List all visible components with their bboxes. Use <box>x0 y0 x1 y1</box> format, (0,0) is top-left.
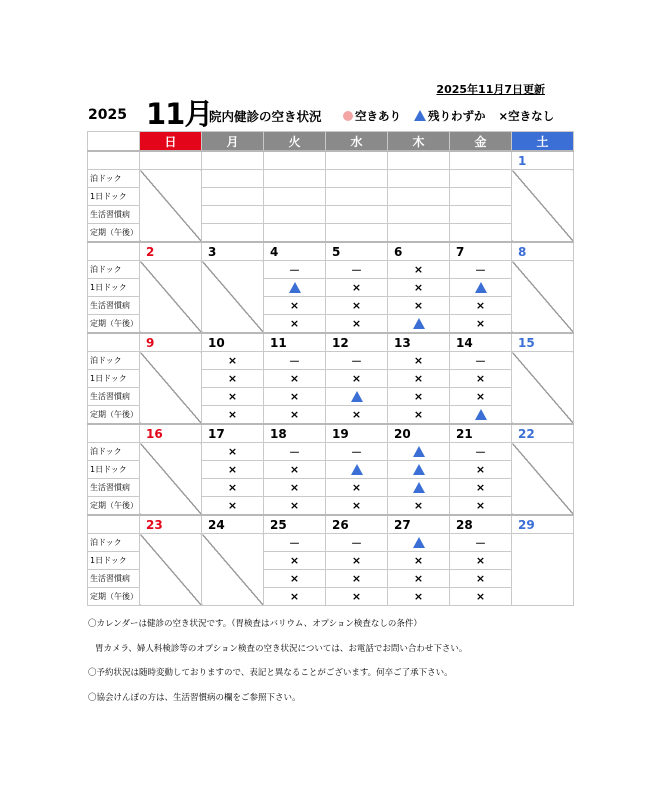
status-cell <box>388 479 450 497</box>
not-offered-mark: － <box>351 263 362 277</box>
week-number-row <box>88 333 574 352</box>
full-mark: × <box>475 554 486 567</box>
week-label-spacer <box>88 333 140 352</box>
row-label: 定期（午後） <box>88 224 140 243</box>
status-cell <box>326 279 388 297</box>
full-mark: × <box>289 299 300 312</box>
status-cell <box>264 552 326 570</box>
status-cell <box>450 497 512 516</box>
day-number: 27 <box>388 515 450 534</box>
status-cell <box>202 497 264 516</box>
status-cell <box>326 497 388 516</box>
full-mark: × <box>227 354 238 367</box>
day-number <box>202 151 264 170</box>
status-cell <box>264 479 326 497</box>
closed-day-cell <box>512 170 574 243</box>
status-cell <box>202 443 264 461</box>
legend-available: 空きあり <box>343 109 401 123</box>
day-number: 13 <box>388 333 450 352</box>
full-mark: × <box>413 281 424 294</box>
out-of-month-cell <box>326 170 388 188</box>
not-offered-mark: － <box>351 445 362 459</box>
status-row <box>88 170 574 188</box>
row-label: 1日ドック <box>88 188 140 206</box>
status-cell <box>202 388 264 406</box>
out-of-month-cell <box>264 224 326 243</box>
out-of-month-cell <box>264 206 326 224</box>
notes <box>88 617 568 715</box>
out-of-month-cell <box>450 188 512 206</box>
not-offered-mark: － <box>475 536 486 550</box>
status-cell <box>264 297 326 315</box>
week-number-row <box>88 151 574 170</box>
week-label-spacer <box>88 515 140 534</box>
out-of-month-cell <box>202 206 264 224</box>
triangle-icon <box>475 282 487 293</box>
triangle-icon <box>413 464 425 475</box>
row-label: 生活習慣病 <box>88 206 140 224</box>
out-of-month-cell <box>450 224 512 243</box>
row-label: 1日ドック <box>88 461 140 479</box>
triangle-icon <box>413 446 425 457</box>
status-cell <box>388 588 450 606</box>
status-cell <box>264 570 326 588</box>
day-number: 14 <box>450 333 512 352</box>
week-label-spacer <box>88 242 140 261</box>
status-cell <box>450 570 512 588</box>
row-label: 生活習慣病 <box>88 570 140 588</box>
status-cell <box>326 315 388 334</box>
out-of-month-cell <box>388 206 450 224</box>
full-mark: × <box>289 499 300 512</box>
status-cell <box>388 406 450 425</box>
weekday-wed: 水 <box>326 132 388 152</box>
day-number: 21 <box>450 424 512 443</box>
day-number <box>388 151 450 170</box>
status-cell <box>326 388 388 406</box>
full-mark: × <box>227 463 238 476</box>
full-mark: × <box>351 590 362 603</box>
status-cell <box>326 588 388 606</box>
not-offered-mark: － <box>289 536 300 550</box>
status-cell <box>388 497 450 516</box>
full-mark: × <box>289 408 300 421</box>
status-cell <box>326 297 388 315</box>
out-of-month-cell <box>202 170 264 188</box>
out-of-month-cell <box>202 188 264 206</box>
full-mark: × <box>475 499 486 512</box>
full-mark: × <box>289 481 300 494</box>
status-cell <box>326 370 388 388</box>
row-label: 泊ドック <box>88 261 140 279</box>
day-number <box>326 151 388 170</box>
day-number: 15 <box>512 333 574 352</box>
full-mark: × <box>413 390 424 403</box>
weekday-thu: 木 <box>388 132 450 152</box>
day-number: 3 <box>202 242 264 261</box>
full-mark: × <box>413 299 424 312</box>
out-of-month-cell <box>326 188 388 206</box>
full-mark: × <box>227 445 238 458</box>
full-mark: × <box>289 572 300 585</box>
full-mark: × <box>351 299 362 312</box>
full-mark: × <box>413 499 424 512</box>
row-label: 生活習慣病 <box>88 479 140 497</box>
full-mark: × <box>351 499 362 512</box>
day-number <box>264 151 326 170</box>
weekday-mon: 月 <box>202 132 264 152</box>
not-offered-mark: － <box>351 536 362 550</box>
out-of-month-cell <box>326 224 388 243</box>
closed-day-cell <box>202 261 264 334</box>
day-number: 11 <box>264 333 326 352</box>
closed-day-cell <box>140 534 202 606</box>
day-number: 26 <box>326 515 388 534</box>
status-cell <box>264 588 326 606</box>
week-label-spacer <box>88 151 140 170</box>
row-label: 生活習慣病 <box>88 388 140 406</box>
status-cell <box>450 534 512 552</box>
status-cell <box>264 534 326 552</box>
full-mark: × <box>475 590 486 603</box>
day-number: 9 <box>140 333 202 352</box>
week-label-spacer <box>88 424 140 443</box>
not-offered-mark: － <box>475 263 486 277</box>
full-mark: × <box>351 372 362 385</box>
full-mark: × <box>475 572 486 585</box>
row-label: 定期（午後） <box>88 497 140 516</box>
full-mark: × <box>289 590 300 603</box>
legend <box>343 108 563 124</box>
week-number-row <box>88 424 574 443</box>
status-cell <box>326 443 388 461</box>
triangle-icon <box>351 464 363 475</box>
triangle-icon <box>351 391 363 402</box>
full-mark: × <box>227 499 238 512</box>
full-mark: × <box>413 554 424 567</box>
row-label: 定期（午後） <box>88 406 140 425</box>
day-number: 7 <box>450 242 512 261</box>
weekday-sun: 日 <box>140 132 202 152</box>
status-cell <box>264 497 326 516</box>
full-mark: × <box>475 372 486 385</box>
status-cell <box>326 570 388 588</box>
weekday-tue: 火 <box>264 132 326 152</box>
full-mark: × <box>289 463 300 476</box>
status-row <box>88 534 574 552</box>
status-cell <box>450 279 512 297</box>
row-label: 泊ドック <box>88 352 140 370</box>
note-3: 〇予約状況は随時変動しておりますので、表記と異なることがございます。何卒ご了承下さい。 <box>88 668 453 678</box>
weekday-sat: 土 <box>512 132 574 152</box>
out-of-month-cell <box>388 188 450 206</box>
availability-calendar <box>87 131 574 606</box>
title-bar <box>88 94 555 131</box>
day-number: 23 <box>140 515 202 534</box>
row-label: 泊ドック <box>88 534 140 552</box>
status-cell <box>264 406 326 425</box>
full-mark: × <box>351 554 362 567</box>
status-cell <box>202 461 264 479</box>
status-cell <box>202 479 264 497</box>
status-cell <box>450 443 512 461</box>
not-offered-mark: － <box>289 445 300 459</box>
day-number: 25 <box>264 515 326 534</box>
day-number: 6 <box>388 242 450 261</box>
full-mark: × <box>413 590 424 603</box>
full-mark: × <box>413 263 424 276</box>
full-mark: × <box>475 299 486 312</box>
full-mark: × <box>289 554 300 567</box>
status-cell <box>388 370 450 388</box>
out-of-month-cell <box>264 170 326 188</box>
blank-day-cell <box>512 534 574 606</box>
status-cell <box>450 406 512 425</box>
triangle-icon <box>413 537 425 548</box>
status-cell <box>326 534 388 552</box>
out-of-month-cell <box>388 224 450 243</box>
full-mark: × <box>351 317 362 330</box>
day-number: 20 <box>388 424 450 443</box>
full-mark: × <box>351 481 362 494</box>
status-cell <box>202 406 264 425</box>
status-cell <box>450 479 512 497</box>
status-cell <box>264 443 326 461</box>
status-cell <box>388 261 450 279</box>
full-mark: × <box>413 572 424 585</box>
out-of-month-cell <box>264 188 326 206</box>
full-mark: × <box>351 281 362 294</box>
header-corner <box>88 132 140 152</box>
triangle-icon <box>289 282 301 293</box>
status-cell <box>264 352 326 370</box>
status-cell <box>388 534 450 552</box>
full-mark: × <box>289 372 300 385</box>
status-cell <box>388 352 450 370</box>
title-year: 2025 <box>88 107 127 123</box>
status-cell <box>388 297 450 315</box>
status-cell <box>450 261 512 279</box>
status-cell <box>388 443 450 461</box>
day-number: 19 <box>326 424 388 443</box>
out-of-month-cell <box>450 170 512 188</box>
day-number: 4 <box>264 242 326 261</box>
note-2: 胃カメラ、婦人科検診等のオプション検査の空き状況については、お電話でお問い合わせ下さい。 <box>95 643 468 654</box>
full-mark: × <box>227 390 238 403</box>
status-cell <box>388 279 450 297</box>
full-mark: × <box>413 408 424 421</box>
triangle-icon <box>414 110 426 121</box>
pink-dot-icon <box>343 111 353 121</box>
full-mark: × <box>475 481 486 494</box>
status-cell <box>326 552 388 570</box>
row-label: 泊ドック <box>88 170 140 188</box>
triangle-icon <box>475 409 487 420</box>
status-cell <box>450 588 512 606</box>
closed-day-cell <box>140 352 202 425</box>
status-cell <box>388 388 450 406</box>
full-mark: × <box>289 390 300 403</box>
triangle-icon <box>413 482 425 493</box>
not-offered-mark: － <box>475 445 486 459</box>
out-of-month-cell <box>450 206 512 224</box>
note-1: 〇カレンダーは健診の空き状況です。（胃検査はバリウム、オプション検査なしの条件） <box>88 619 422 629</box>
day-number: 17 <box>202 424 264 443</box>
status-cell <box>326 406 388 425</box>
day-number: 22 <box>512 424 574 443</box>
status-row <box>88 352 574 370</box>
status-cell <box>450 552 512 570</box>
full-mark: × <box>475 390 486 403</box>
day-number: 2 <box>140 242 202 261</box>
full-mark: × <box>413 354 424 367</box>
status-row <box>88 443 574 461</box>
note-4: 〇協会けんぽの方は、生活習慣病の欄をご参照下さい。 <box>88 692 301 703</box>
day-number: 18 <box>264 424 326 443</box>
row-label: 定期（午後） <box>88 588 140 606</box>
row-label: 1日ドック <box>88 370 140 388</box>
status-cell <box>450 352 512 370</box>
closed-day-cell <box>512 443 574 516</box>
not-offered-mark: － <box>289 354 300 368</box>
weekday-fri: 金 <box>450 132 512 152</box>
status-cell <box>450 388 512 406</box>
status-cell <box>202 370 264 388</box>
legend-none: ×空きなし <box>498 109 555 123</box>
full-mark: × <box>289 317 300 330</box>
status-cell <box>264 261 326 279</box>
not-offered-mark: － <box>351 354 362 368</box>
day-number: 29 <box>512 515 574 534</box>
row-label: 生活習慣病 <box>88 297 140 315</box>
row-label: 泊ドック <box>88 443 140 461</box>
not-offered-mark: － <box>475 354 486 368</box>
status-cell <box>264 315 326 334</box>
closed-day-cell <box>140 443 202 516</box>
status-cell <box>326 461 388 479</box>
day-number: 28 <box>450 515 512 534</box>
day-number: 10 <box>202 333 264 352</box>
closed-day-cell <box>140 170 202 243</box>
status-cell <box>202 352 264 370</box>
day-number: 1 <box>512 151 574 170</box>
row-label: 定期（午後） <box>88 315 140 334</box>
calendar-body <box>88 151 574 606</box>
status-cell <box>388 570 450 588</box>
full-mark: × <box>475 317 486 330</box>
out-of-month-cell <box>388 170 450 188</box>
week-number-row <box>88 515 574 534</box>
triangle-icon <box>413 318 425 329</box>
out-of-month-cell <box>326 206 388 224</box>
status-cell <box>388 552 450 570</box>
status-cell <box>450 461 512 479</box>
day-number <box>450 151 512 170</box>
day-number: 12 <box>326 333 388 352</box>
closed-day-cell <box>512 352 574 425</box>
not-offered-mark: － <box>289 263 300 277</box>
status-cell <box>450 315 512 334</box>
week-number-row <box>88 242 574 261</box>
day-number: 24 <box>202 515 264 534</box>
full-mark: × <box>351 572 362 585</box>
status-cell <box>326 261 388 279</box>
status-cell <box>264 388 326 406</box>
legend-few: 残りわずか <box>414 109 486 123</box>
status-cell <box>264 279 326 297</box>
weekday-header-row <box>88 132 574 152</box>
status-cell <box>388 461 450 479</box>
day-number: 16 <box>140 424 202 443</box>
day-number <box>140 151 202 170</box>
closed-day-cell <box>512 261 574 334</box>
row-label: 1日ドック <box>88 279 140 297</box>
title-subtitle: 院内健診の空き状況 <box>209 109 322 124</box>
out-of-month-cell <box>202 224 264 243</box>
full-mark: × <box>351 408 362 421</box>
full-mark: × <box>227 481 238 494</box>
status-cell <box>388 315 450 334</box>
status-cell <box>450 370 512 388</box>
updated-date: 2025年11月7日更新 <box>436 83 545 96</box>
status-cell <box>264 370 326 388</box>
day-number: 8 <box>512 242 574 261</box>
row-label: 1日ドック <box>88 552 140 570</box>
full-mark: × <box>475 463 486 476</box>
status-row <box>88 261 574 279</box>
full-mark: × <box>227 408 238 421</box>
full-mark: × <box>227 372 238 385</box>
status-cell <box>264 461 326 479</box>
day-number: 5 <box>326 242 388 261</box>
title-month: 11月 <box>146 97 213 131</box>
full-mark: × <box>413 372 424 385</box>
status-cell <box>326 352 388 370</box>
status-cell <box>326 479 388 497</box>
status-cell <box>450 297 512 315</box>
closed-day-cell <box>202 534 264 606</box>
closed-day-cell <box>140 261 202 334</box>
